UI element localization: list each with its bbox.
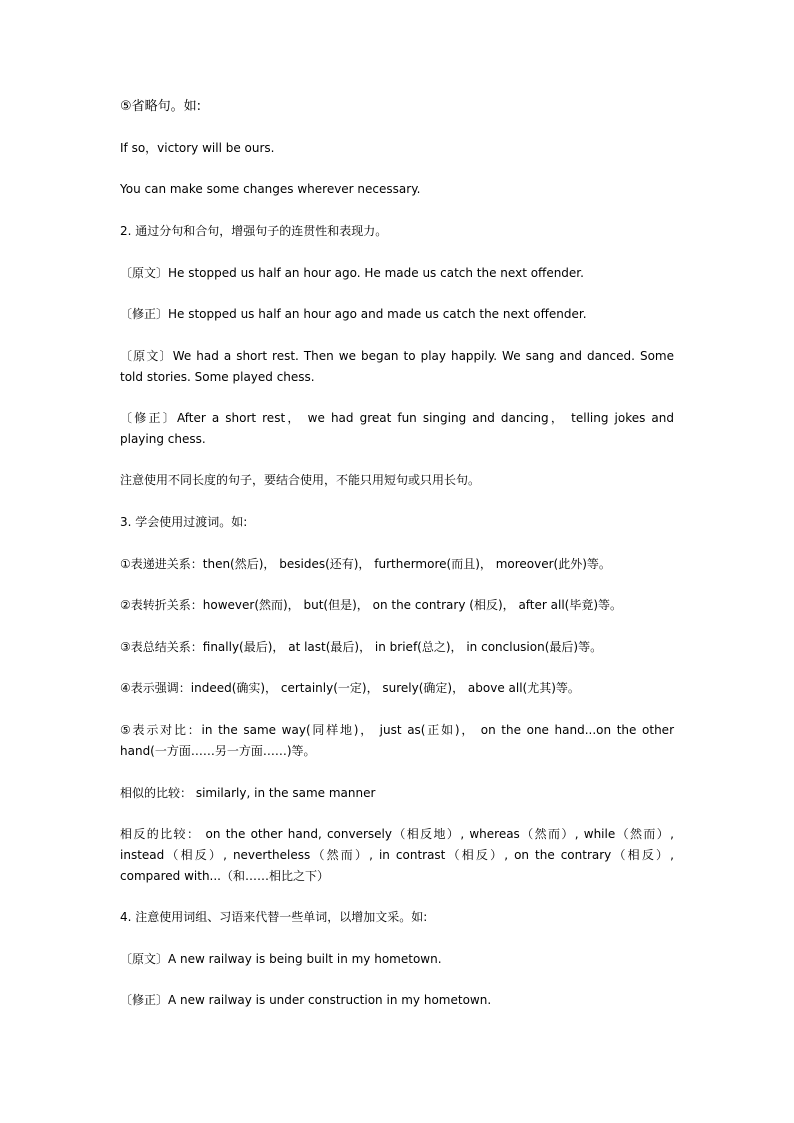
original-sentence: 〔原文〕He stopped us half an hour ago. He made us catch the next offender. <box>120 266 584 280</box>
revised-sentence: 〔修正〕He stopped us half an hour ago and made us catch the next offender. <box>120 307 587 321</box>
revised-sentence: 〔修正〕A new railway is under construction in my hometown. <box>120 993 492 1007</box>
example-sentence: If so，victory will be ours. <box>120 141 275 155</box>
note-paragraph: 注意使用不同长度的句子，要结合使用，不能只用短句或只用长句。 <box>120 473 481 487</box>
contrast-comparison: 相反的比较： on the other hand, conversely（相反地）, whereas（然而）, while（然而）, instead（相反）, nevertheless（然而）, in contrast（相反）, on the contrary（相反）, compared with...（和……相比之下） <box>120 827 674 883</box>
transition-summary: ③表总结关系：finally(最后)， at last(最后)， in brief(总之)， in conclusion(最后)等。 <box>120 640 603 654</box>
section-4-heading: 4. 注意使用词组、习语来代替一些单词，以增加文采。如: <box>120 910 428 924</box>
transition-progressive: ①表递进关系：then(然后)， besides(还有)， furthermore(而且)， moreover(此外)等。 <box>120 557 611 571</box>
section-2-heading: 2. 通过分句和合句，增强句子的连贯性和表现力。 <box>120 224 388 238</box>
transition-emphasis: ④表示强调：indeed(确实)， certainly(一定)， surely(确定)， above all(尤其)等。 <box>120 681 580 695</box>
transition-contrast: ②表转折关系：however(然而)， but(但是)， on the contrary (相反)， after all(毕竟)等。 <box>120 598 623 612</box>
similar-comparison: 相似的比较： similarly, in the same manner <box>120 786 376 800</box>
original-sentence: 〔原文〕A new railway is being built in my hometown. <box>120 952 442 966</box>
transition-comparison: ⑤表示对比：in the same way(同样地)， just as(正如)， on the one hand...on the other hand(一方面……另一方面……)等。 <box>120 723 674 758</box>
original-sentence: 〔原文〕We had a short rest. Then we began to play happily. We sang and danced. Some told stories. Some played chess. <box>120 349 674 384</box>
example-sentence: You can make some changes wherever necessary. <box>120 182 421 196</box>
revised-sentence: 〔修正〕After a short rest， we had great fun singing and dancing， telling jokes and playing chess. <box>120 411 674 446</box>
item-5-ellipsis-heading: ⑤省略句。如: <box>120 99 202 114</box>
section-3-heading: 3. 学会使用过渡词。如: <box>120 515 248 529</box>
